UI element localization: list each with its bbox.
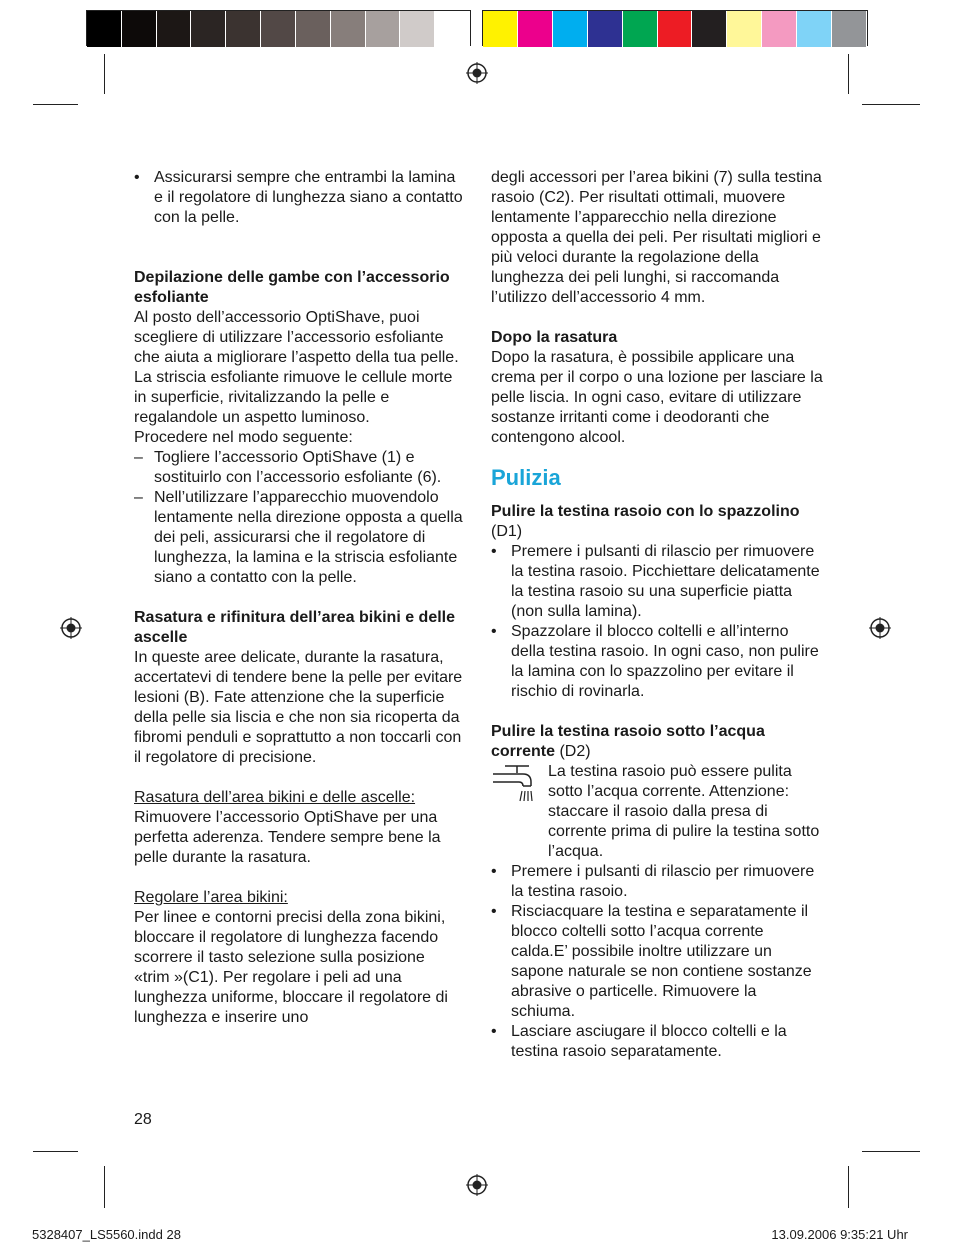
list-item <box>491 902 823 1022</box>
color-swatch <box>483 11 518 47</box>
color-swatch <box>762 11 797 47</box>
paragraph: In queste aree delicate, durante la rasatura, accertatevi di tendere bene la pelle per evitare lesioni (B). Fate attenzione che la superficie della pelle sia liscia e che non sia ricoperta da fibromi penduli e soprattutto a non toccarli con il regolatore di precisione. <box>134 649 463 766</box>
list-item <box>134 488 464 588</box>
registration-mark-icon <box>60 617 82 639</box>
color-swatch <box>797 11 832 47</box>
color-swatch <box>518 11 553 47</box>
list-item <box>491 862 823 902</box>
bullet-marker: • <box>491 863 497 880</box>
paragraph: Per linee e contorni precisi della zona bikini, bloccare il regolatore di lunghezza facendo scorrere il tasto selezione sulla posizione «trim »(C1). Per regolare i peli ad una lunghezza uniforme, bloccare il regolatore di lunghezza e inserire uno <box>134 909 448 1026</box>
subsection-title: Rasatura dell’area bikini e delle ascelle: <box>134 789 416 806</box>
crop-mark <box>862 104 920 105</box>
paragraph: La testina rasoio può essere pulita sotto l’acqua corrente. Attenzione: staccare il rasoio dalla presa di corrente prima di pulire la testina sotto l’acqua. <box>548 763 820 860</box>
gray-swatch <box>226 11 261 47</box>
bullet-marker: • <box>491 903 497 920</box>
crop-mark <box>33 1151 78 1152</box>
registration-mark-icon <box>466 1174 488 1196</box>
gray-swatch <box>331 11 366 47</box>
running-water-tap-icon <box>491 764 543 808</box>
section-heading: Dopo la rasatura <box>491 329 618 346</box>
crop-mark <box>33 104 78 105</box>
gray-swatch <box>157 11 192 47</box>
color-swatch <box>727 11 762 47</box>
water-note <box>491 762 823 862</box>
paragraph: Procedere nel modo seguente: <box>134 429 353 446</box>
registration-mark-icon <box>466 62 488 84</box>
color-swatch <box>588 11 623 47</box>
figure-reference: (D1) <box>491 523 523 540</box>
paragraph: Al posto dell’accessorio OptiShave, puoi scegliere di utilizzare l’accessorio esfoliante che aiuta a migliorare l’aspetto della tua pelle. La striscia esfoliante rimuove le cellule morte in superficie, rivitalizzando la pelle e regalandole un aspetto luminoso. <box>134 309 459 426</box>
list-item <box>491 1022 823 1062</box>
list-item <box>134 168 464 228</box>
registration-mark-icon <box>869 617 891 639</box>
gray-swatch <box>435 11 470 47</box>
color-swatch <box>553 11 588 47</box>
color-swatch <box>658 11 693 47</box>
section-heading: Pulire la testina rasoio sotto l’acqua corrente <box>491 723 765 760</box>
footer-file-info: 5328407_LS5560.indd 28 <box>32 1227 181 1242</box>
list-item-text: Lasciare asciugare il blocco coltelli e la testina rasoio separatamente. <box>511 1023 787 1060</box>
color-swatch <box>692 11 727 47</box>
crop-mark <box>848 54 849 94</box>
gray-swatch <box>191 11 226 47</box>
section-heading: Depilazione delle gambe con l’accessorio esfoliante <box>134 269 450 306</box>
crop-mark <box>104 54 105 94</box>
gray-swatch <box>87 11 122 47</box>
color-swatch <box>623 11 658 47</box>
right-column <box>491 168 823 1062</box>
gray-swatch <box>261 11 296 47</box>
gray-swatch <box>400 11 435 47</box>
list-item-text: Premere i pulsanti di rilascio per rimuovere la testina rasoio. Picchiettare delicatamente la testina rasoio su una superficie piatta (non sulla lamina). <box>511 543 820 620</box>
crop-mark <box>862 1151 920 1152</box>
section-heading: Pulire la testina rasoio con lo spazzolino <box>491 503 800 520</box>
list-item-text: Assicurarsi sempre che entrambi la lamina e il regolatore di lunghezza siano a contatto con la pelle. <box>154 169 463 226</box>
subsection-title: Regolare l’area bikini: <box>134 889 288 906</box>
list-item-text: Nell’utilizzare l’apparecchio muovendolo lentamente nella direzione opposta a quella dei peli, assicurarsi che il regolatore di lunghezza, la lamina e la striscia esfoliante siano a contatto con la pelle. <box>154 489 463 586</box>
list-item-text: Risciacquare la testina e separatamente il blocco coltelli sotto l’acqua corrente calda.E’ possibile inoltre utilizzare un sapone naturale se non contiene sostanze abrasive o particelle. Rimuovere la schiuma. <box>511 903 812 1020</box>
list-item-text: Togliere l’accessorio OptiShave (1) e sostituirlo con l’accessorio esfoliante (6). <box>154 449 442 486</box>
list-item <box>491 542 823 622</box>
bullet-marker: • <box>491 543 497 560</box>
footer-timestamp: 13.09.2006 9:35:21 Uhr <box>771 1227 908 1242</box>
list-item <box>134 448 464 488</box>
dash-marker: – <box>134 449 143 466</box>
paragraph: Dopo la rasatura, è possibile applicare una crema per il corpo o una lozione per lasciare la pelle liscia. In ogni caso, evitare di utilizzare sostanze irritanti come i deodoranti che contengono alcool. <box>491 349 823 446</box>
list-item <box>491 622 823 702</box>
gray-swatch <box>296 11 331 47</box>
crop-mark <box>848 1166 849 1208</box>
dash-marker: – <box>134 489 143 506</box>
gray-swatch <box>366 11 401 47</box>
list-item-text: Spazzolare il blocco coltelli e all’interno della testina rasoio. In ogni caso, non pulire la lamina con lo spazzolino per evitare il rischio di rovinarla. <box>511 623 819 700</box>
gray-swatch <box>122 11 157 47</box>
color-swatch <box>832 11 867 47</box>
page-number: 28 <box>134 1111 152 1128</box>
grayscale-calibration-bar <box>86 10 471 46</box>
section-heading: Rasatura e rifinitura dell’area bikini e delle ascelle <box>134 609 456 646</box>
section-title-cleaning: Pulizia <box>491 465 561 490</box>
paragraph: Rimuovere l’accessorio OptiShave per una perfetta aderenza. Tendere sempre bene la pelle durante la rasatura. <box>134 809 441 866</box>
left-column <box>134 168 464 1028</box>
paragraph: degli accessori per l’area bikini (7) sulla testina rasoio (C2). Per risultati ottimali, muovere lentamente l’apparecchio nella direzione opposta a quella dei peli. Per risultati migliori e più veloci durante la regolazione della lunghezza dei peli lunghi, si raccomanda l’utilizzo dell’accessorio 4 mm. <box>491 169 822 306</box>
bullet-marker: • <box>491 1023 497 1040</box>
list-item-text: Premere i pulsanti di rilascio per rimuovere la testina rasoio. <box>511 863 815 900</box>
color-calibration-bar <box>482 10 868 46</box>
crop-mark <box>104 1166 105 1208</box>
bullet-marker: • <box>134 169 140 186</box>
figure-reference: (D2) <box>555 743 591 760</box>
bullet-marker: • <box>491 623 497 640</box>
